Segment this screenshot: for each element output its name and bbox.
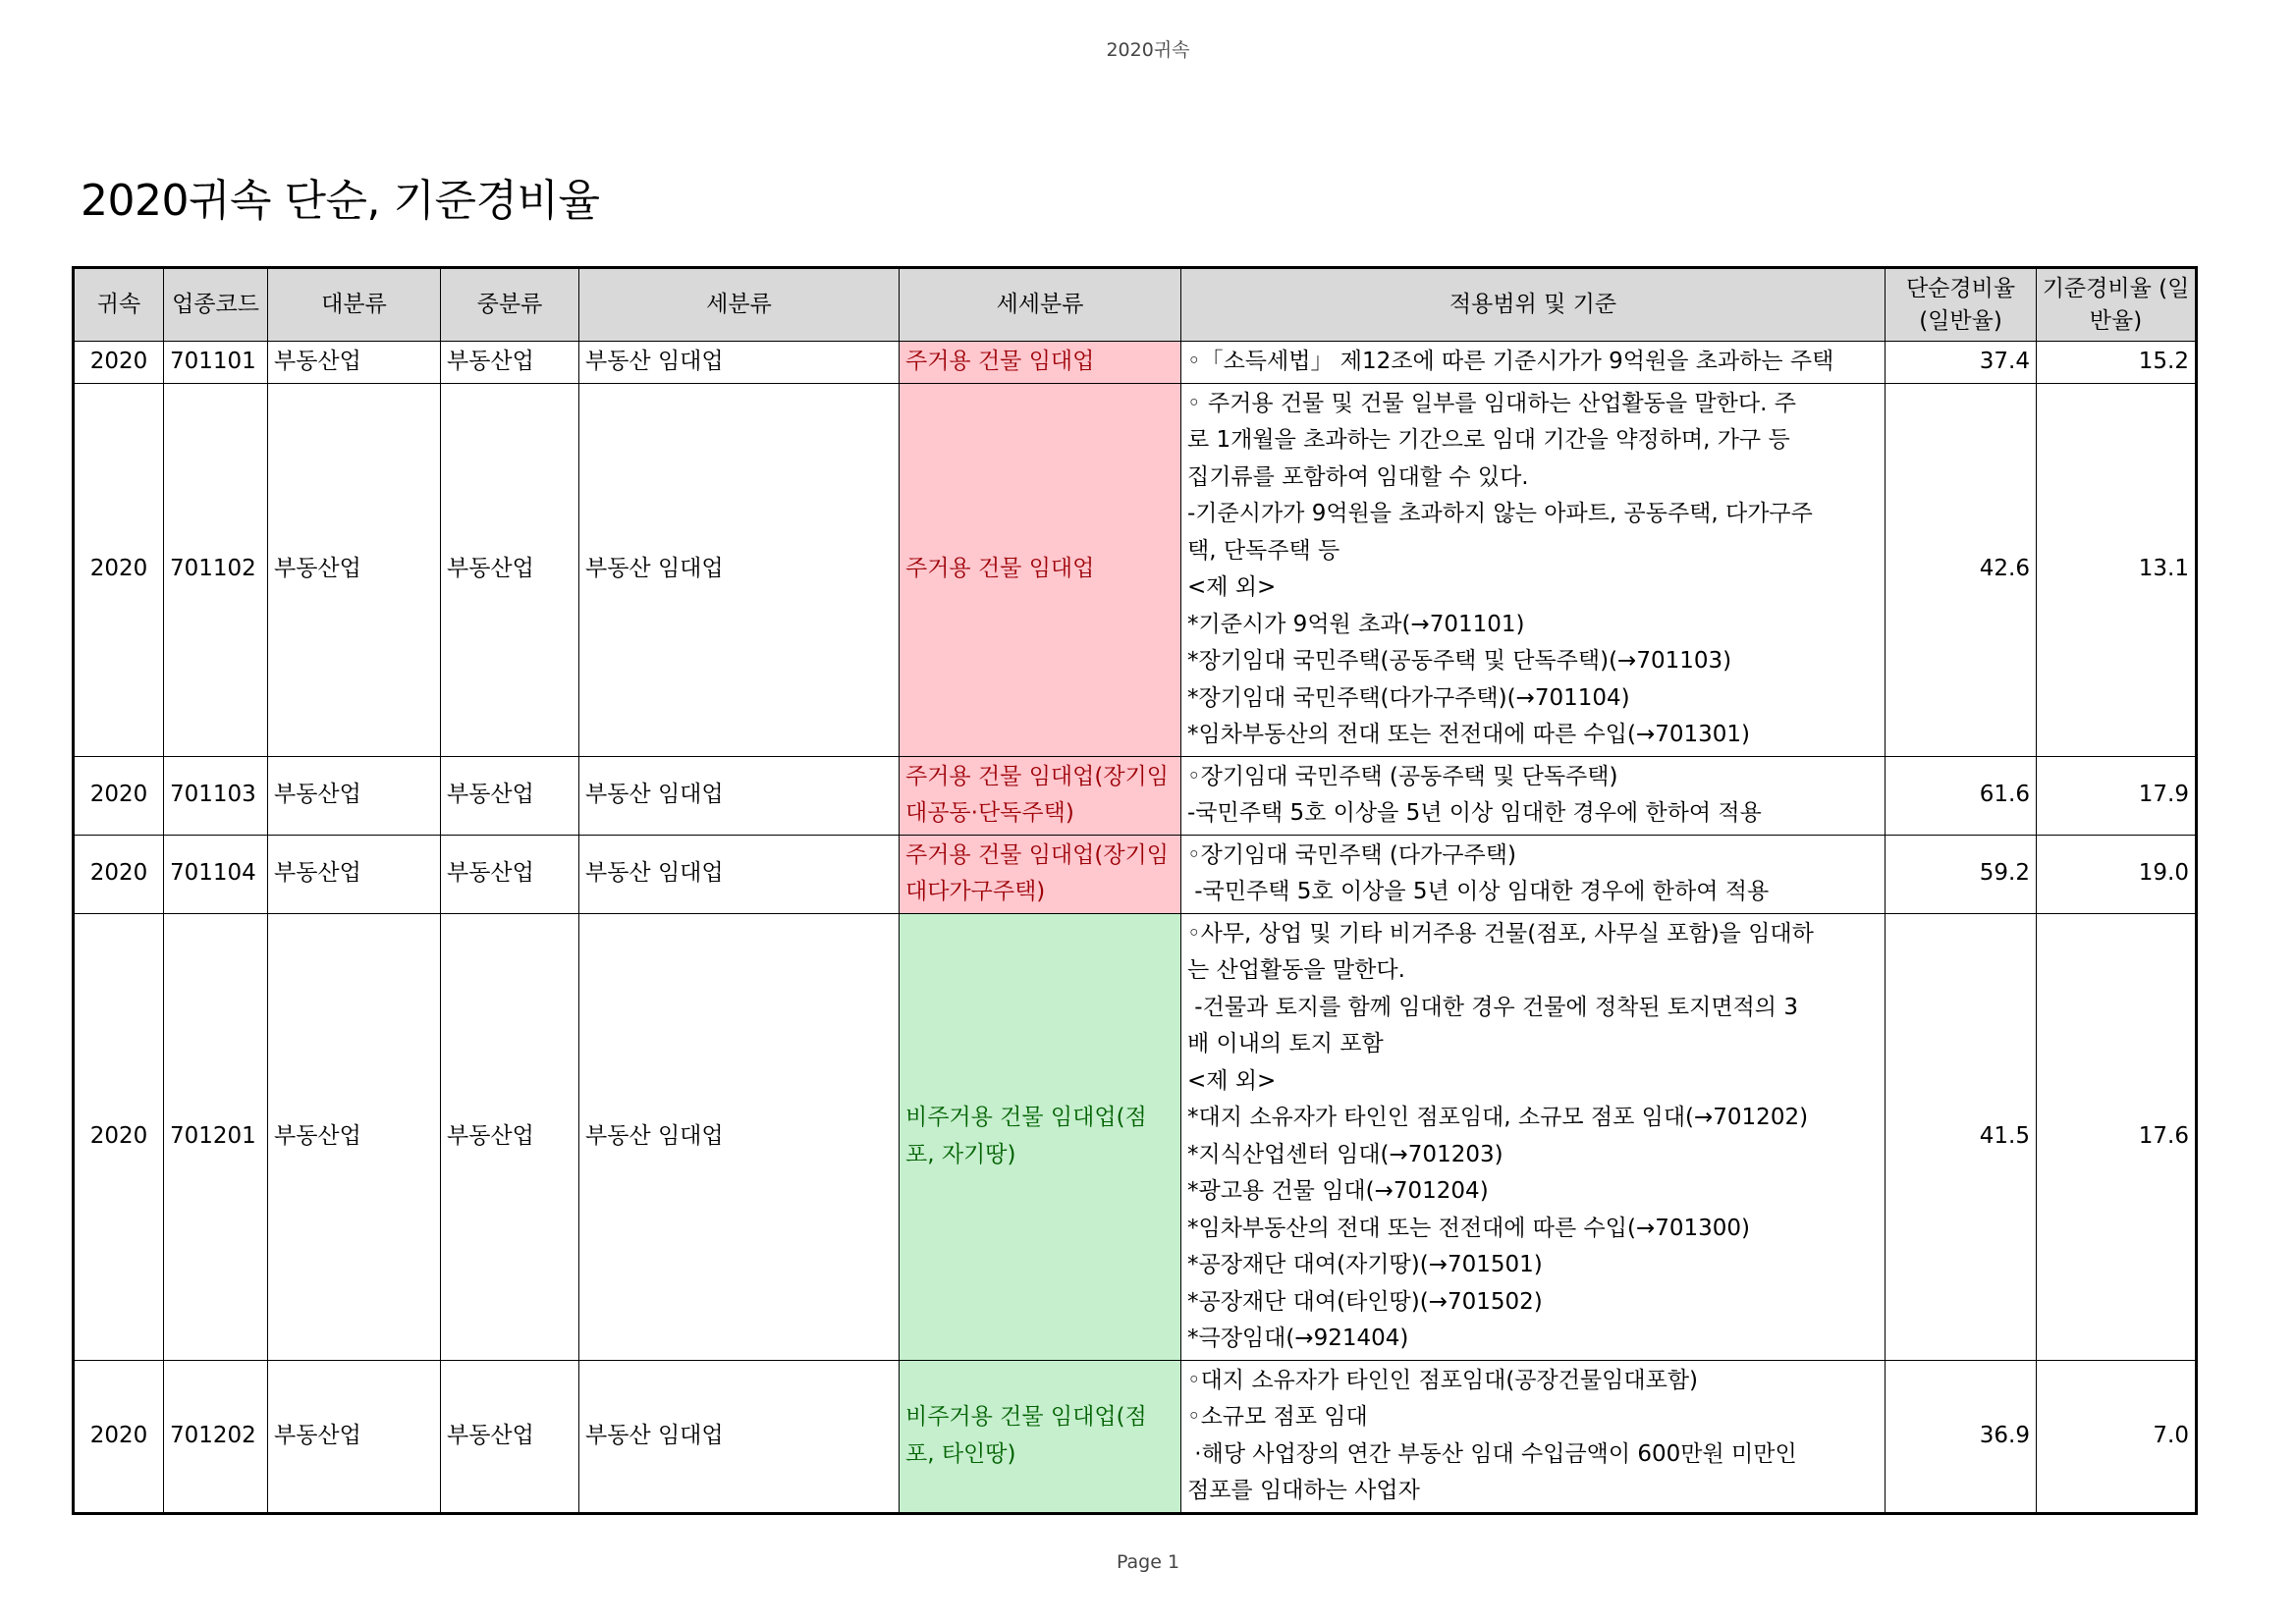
- scope-line: *지식산업센터 임대(→701203): [1187, 1141, 1503, 1167]
- table-header-row: [74, 268, 2197, 342]
- scope-line: 는 산업활동을 말한다.: [1187, 957, 1405, 983]
- cell-middle: 부동산업: [441, 383, 579, 756]
- header-detail: 세세분류: [900, 268, 1181, 342]
- scope-line: -국민주택 5호 이상을 5년 이상 임대한 경우에 한하여 적용: [1187, 800, 1762, 826]
- cell-year: 2020: [74, 1360, 164, 1513]
- scope-line: <제 외>: [1187, 1067, 1277, 1094]
- cell-major: 부동산업: [268, 913, 441, 1360]
- header-year: 귀속: [74, 268, 164, 342]
- cell-scope: [1181, 756, 1886, 835]
- cell-minor: 부동산 임대업: [579, 1360, 900, 1513]
- cell-middle: 부동산업: [441, 1360, 579, 1513]
- scope-line: ◦「소득세법」 제12조에 따른 기준시가가 9억원을 초과하는 주택: [1187, 349, 1834, 374]
- header-major: 대분류: [268, 268, 441, 342]
- table-row: [74, 1360, 2197, 1513]
- cell-middle: 부동산업: [441, 913, 579, 1360]
- cell-detail: 주거용 건물 임대업: [900, 342, 1181, 384]
- header-scope: 적용범위 및 기준: [1181, 268, 1886, 342]
- table-row: [74, 342, 2197, 384]
- cell-scope: [1181, 1360, 1886, 1513]
- scope-line: ◦장기임대 국민주택 (공동주택 및 단독주택): [1187, 763, 1618, 789]
- scope-line: *공장재단 대여(타인땅)(→701502): [1187, 1288, 1543, 1315]
- cell-standard-rate: 13.1: [2037, 383, 2197, 756]
- cell-middle: 부동산업: [441, 342, 579, 384]
- scope-line: ◦사무, 상업 및 기타 비거주용 건물(점포, 사무실 포함)을 임대하: [1187, 920, 1814, 947]
- page-header: 2020귀속: [1106, 39, 1190, 61]
- cell-year: 2020: [74, 835, 164, 913]
- scope-line: ◦대지 소유자가 타인인 점포임대(공장건물임대포함): [1187, 1367, 1699, 1393]
- page-footer: Page 1: [1116, 1551, 1180, 1573]
- cell-simple-rate: 59.2: [1886, 835, 2037, 913]
- cell-standard-rate: 15.2: [2037, 342, 2197, 384]
- header-middle: 중분류: [441, 268, 579, 342]
- scope-line: 택, 단독주택 등: [1187, 537, 1340, 564]
- cell-minor: 부동산 임대업: [579, 342, 900, 384]
- cell-detail: 비주거용 건물 임대업(점포, 타인땅): [900, 1360, 1181, 1513]
- scope-line: *장기임대 국민주택(다가구주택)(→701104): [1187, 684, 1630, 711]
- cell-major: 부동산업: [268, 383, 441, 756]
- cell-code: 701102: [164, 383, 268, 756]
- header-code: 업종코드: [164, 268, 268, 342]
- cell-scope: [1181, 835, 1886, 913]
- scope-line: 로 1개월을 초과하는 기간으로 임대 기간을 약정하며, 가구 등: [1187, 427, 1790, 453]
- cell-code: 701202: [164, 1360, 268, 1513]
- cell-simple-rate: 37.4: [1886, 342, 2037, 384]
- cell-detail: 주거용 건물 임대업(장기임대공동·단독주택): [900, 756, 1181, 835]
- cell-simple-rate: 36.9: [1886, 1360, 2037, 1513]
- cell-scope: [1181, 383, 1886, 756]
- cell-detail: 주거용 건물 임대업: [900, 383, 1181, 756]
- cell-year: 2020: [74, 756, 164, 835]
- scope-line: <제 외>: [1187, 574, 1277, 600]
- expense-rate-table: [72, 266, 2198, 1515]
- table-row: [74, 835, 2197, 913]
- cell-year: 2020: [74, 383, 164, 756]
- scope-line: 집기류를 포함하여 임대할 수 있다.: [1187, 463, 1529, 490]
- cell-simple-rate: 41.5: [1886, 913, 2037, 1360]
- cell-major: 부동산업: [268, 835, 441, 913]
- cell-major: 부동산업: [268, 1360, 441, 1513]
- scope-line: ·해당 사업장의 연간 부동산 임대 수입금액이 600만원 미만인: [1187, 1440, 1797, 1467]
- cell-standard-rate: 19.0: [2037, 835, 2197, 913]
- cell-simple-rate: 42.6: [1886, 383, 2037, 756]
- table-row: [74, 913, 2197, 1360]
- scope-line: *임차부동산의 전대 또는 전전대에 따른 수입(→701300): [1187, 1215, 1750, 1241]
- cell-minor: 부동산 임대업: [579, 913, 900, 1360]
- cell-standard-rate: 7.0: [2037, 1360, 2197, 1513]
- scope-line: *임차부동산의 전대 또는 전전대에 따른 수입(→701301): [1187, 722, 1750, 747]
- cell-year: 2020: [74, 913, 164, 1360]
- cell-major: 부동산업: [268, 756, 441, 835]
- scope-line: *대지 소유자가 타인인 점포임대, 소규모 점포 임대(→701202): [1187, 1105, 1809, 1130]
- cell-code: 701104: [164, 835, 268, 913]
- table-row: [74, 383, 2197, 756]
- scope-line: ◦소규모 점포 임대: [1187, 1404, 1368, 1430]
- cell-code: 701201: [164, 913, 268, 1360]
- cell-year: 2020: [74, 342, 164, 384]
- cell-middle: 부동산업: [441, 835, 579, 913]
- cell-minor: 부동산 임대업: [579, 756, 900, 835]
- scope-line: *장기임대 국민주택(공동주택 및 단독주택)(→701103): [1187, 648, 1732, 674]
- scope-line: *극장임대(→921404): [1187, 1326, 1409, 1351]
- cell-middle: 부동산업: [441, 756, 579, 835]
- cell-code: 701101: [164, 342, 268, 384]
- scope-line: 점포를 임대하는 사업자: [1187, 1478, 1420, 1503]
- scope-line: ◦ 주거용 건물 및 건물 일부를 임대하는 산업활동을 말한다. 주: [1187, 390, 1796, 416]
- scope-line: ◦장기임대 국민주택 (다가구주택): [1187, 841, 1516, 868]
- table-row: [74, 756, 2197, 835]
- header-minor: 세분류: [579, 268, 900, 342]
- cell-detail: 비주거용 건물 임대업(점포, 자기땅): [900, 913, 1181, 1360]
- scope-line: -기준시가가 9억원을 초과하지 않는 아파트, 공동주택, 다가구주: [1187, 501, 1813, 526]
- cell-standard-rate: 17.6: [2037, 913, 2197, 1360]
- scope-line: *광고용 건물 임대(→701204): [1187, 1178, 1489, 1204]
- page-title: 2020귀속 단순, 기준경비율: [81, 176, 600, 226]
- cell-code: 701103: [164, 756, 268, 835]
- header-standard-rate: 기준경비율 (일반율): [2037, 268, 2197, 342]
- scope-line: 배 이내의 토지 포함: [1187, 1031, 1384, 1056]
- cell-minor: 부동산 임대업: [579, 835, 900, 913]
- scope-line: *기준시가 9억원 초과(→701101): [1187, 611, 1525, 637]
- cell-major: 부동산업: [268, 342, 441, 384]
- cell-scope: [1181, 342, 1886, 384]
- cell-minor: 부동산 임대업: [579, 383, 900, 756]
- scope-line: -국민주택 5호 이상을 5년 이상 임대한 경우에 한하여 적용: [1187, 879, 1770, 904]
- cell-scope: [1181, 913, 1886, 1360]
- cell-standard-rate: 17.9: [2037, 756, 2197, 835]
- scope-line: *공장재단 대여(자기땅)(→701501): [1187, 1252, 1543, 1277]
- cell-detail: 주거용 건물 임대업(장기임대다가구주택): [900, 835, 1181, 913]
- header-simple-rate: 단순경비율 (일반율): [1886, 268, 2037, 342]
- cell-simple-rate: 61.6: [1886, 756, 2037, 835]
- scope-line: -건물과 토지를 함께 임대한 경우 건물에 정착된 토지면적의 3: [1187, 994, 1798, 1020]
